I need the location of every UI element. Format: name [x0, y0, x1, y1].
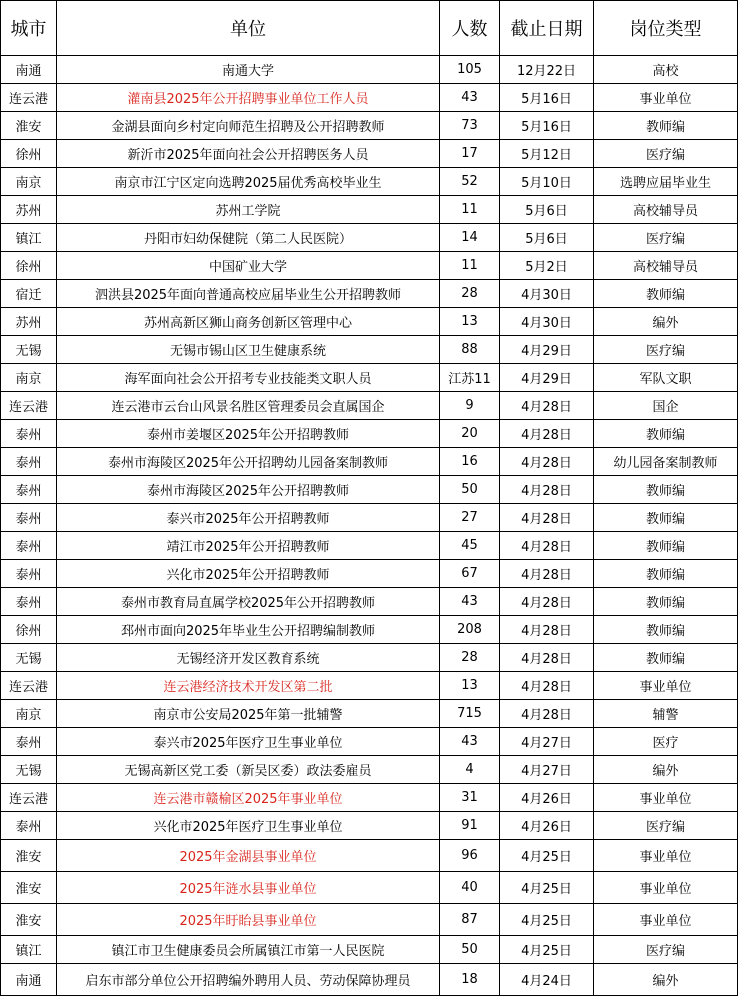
- cell-unit: 邳州市面向2025年毕业生公开招聘编制教师: [57, 616, 440, 644]
- cell-deadline: 4月25日: [500, 904, 594, 936]
- cell-type: 医疗编: [594, 336, 738, 364]
- cell-count: 13: [440, 308, 500, 336]
- table-row: [1, 420, 738, 448]
- header-deadline: 截止日期: [500, 1, 594, 56]
- cell-city: 南京: [1, 364, 57, 392]
- table-row: [1, 84, 738, 112]
- cell-deadline: 4月28日: [500, 392, 594, 420]
- cell-city: 镇江: [1, 224, 57, 252]
- cell-type: 教师编: [594, 476, 738, 504]
- cell-city: 淮安: [1, 872, 57, 904]
- cell-unit: 海军面向社会公开招考专业技能类文职人员: [57, 364, 440, 392]
- cell-unit: 丹阳市妇幼保健院（第二人民医院）: [57, 224, 440, 252]
- cell-city: 泰州: [1, 504, 57, 532]
- cell-deadline: 4月28日: [500, 504, 594, 532]
- table-row: [1, 756, 738, 784]
- cell-city: 徐州: [1, 140, 57, 168]
- cell-deadline: 4月30日: [500, 308, 594, 336]
- cell-unit: 兴化市2025年公开招聘教师: [57, 560, 440, 588]
- cell-type: 选聘应届毕业生: [594, 168, 738, 196]
- cell-unit: 泰州市姜堰区2025年公开招聘教师: [57, 420, 440, 448]
- cell-city: 徐州: [1, 252, 57, 280]
- cell-unit: 南京市江宁区定向选聘2025届优秀高校毕业生: [57, 168, 440, 196]
- cell-type: 教师编: [594, 532, 738, 560]
- cell-count: 43: [440, 84, 500, 112]
- cell-type: 教师编: [594, 504, 738, 532]
- table-row: [1, 616, 738, 644]
- cell-deadline: 12月22日: [500, 56, 594, 84]
- cell-unit: 无锡经济开发区教育系统: [57, 644, 440, 672]
- cell-unit: 新沂市2025年面向社会公开招聘医务人员: [57, 140, 440, 168]
- cell-deadline: 5月12日: [500, 140, 594, 168]
- cell-type: 编外: [594, 308, 738, 336]
- cell-unit: 连云港市赣榆区2025年事业单位: [57, 784, 440, 812]
- cell-count: 88: [440, 336, 500, 364]
- cell-unit: 金湖县面向乡村定向师范生招聘及公开招聘教师: [57, 112, 440, 140]
- cell-deadline: 4月28日: [500, 588, 594, 616]
- cell-city: 泰州: [1, 728, 57, 756]
- cell-deadline: 4月27日: [500, 756, 594, 784]
- cell-type: 高校: [594, 56, 738, 84]
- cell-type: 医疗编: [594, 140, 738, 168]
- cell-city: 泰州: [1, 812, 57, 840]
- cell-type: 事业单位: [594, 840, 738, 872]
- header-city: 城市: [1, 1, 57, 56]
- cell-deadline: 5月16日: [500, 84, 594, 112]
- header-count: 人数: [440, 1, 500, 56]
- header-type: 岗位类型: [594, 1, 738, 56]
- cell-unit: 镇江市卫生健康委员会所属镇江市第一人民医院: [57, 936, 440, 964]
- cell-deadline: 4月28日: [500, 700, 594, 728]
- cell-unit: 2025年涟水县事业单位: [57, 872, 440, 904]
- table-row: [1, 252, 738, 280]
- table-row: [1, 504, 738, 532]
- cell-count: 73: [440, 112, 500, 140]
- cell-unit: 泗洪县2025年面向普通高校应届毕业生公开招聘教师: [57, 280, 440, 308]
- table-row: [1, 588, 738, 616]
- cell-type: 事业单位: [594, 904, 738, 936]
- table-row: [1, 644, 738, 672]
- cell-deadline: 4月28日: [500, 616, 594, 644]
- cell-count: 52: [440, 168, 500, 196]
- cell-city: 淮安: [1, 840, 57, 872]
- cell-deadline: 4月28日: [500, 560, 594, 588]
- cell-unit: 泰州市教育局直属学校2025年公开招聘教师: [57, 588, 440, 616]
- cell-count: 4: [440, 756, 500, 784]
- cell-count: 11: [440, 252, 500, 280]
- cell-deadline: 4月24日: [500, 964, 594, 996]
- cell-deadline: 5月10日: [500, 168, 594, 196]
- table-row: [1, 872, 738, 904]
- cell-city: 泰州: [1, 420, 57, 448]
- cell-city: 无锡: [1, 336, 57, 364]
- cell-deadline: 4月28日: [500, 532, 594, 560]
- cell-type: 教师编: [594, 420, 738, 448]
- cell-type: 教师编: [594, 112, 738, 140]
- cell-count: 91: [440, 812, 500, 840]
- cell-unit: 2025年金湖县事业单位: [57, 840, 440, 872]
- cell-count: 11: [440, 196, 500, 224]
- cell-unit: 泰兴市2025年公开招聘教师: [57, 504, 440, 532]
- cell-type: 教师编: [594, 588, 738, 616]
- table-row: [1, 336, 738, 364]
- table-row: [1, 964, 738, 996]
- cell-unit: 兴化市2025年医疗卫生事业单位: [57, 812, 440, 840]
- cell-unit: 苏州高新区狮山商务创新区管理中心: [57, 308, 440, 336]
- cell-deadline: 4月28日: [500, 448, 594, 476]
- cell-deadline: 5月2日: [500, 252, 594, 280]
- cell-deadline: 5月16日: [500, 112, 594, 140]
- cell-unit: 泰兴市2025年医疗卫生事业单位: [57, 728, 440, 756]
- cell-count: 87: [440, 904, 500, 936]
- cell-city: 淮安: [1, 904, 57, 936]
- table-row: [1, 140, 738, 168]
- cell-count: 17: [440, 140, 500, 168]
- header-unit: 单位: [57, 1, 440, 56]
- cell-count: 14: [440, 224, 500, 252]
- cell-type: 事业单位: [594, 784, 738, 812]
- cell-deadline: 4月25日: [500, 840, 594, 872]
- cell-city: 无锡: [1, 644, 57, 672]
- cell-type: 辅警: [594, 700, 738, 728]
- cell-city: 泰州: [1, 448, 57, 476]
- cell-city: 徐州: [1, 616, 57, 644]
- cell-deadline: 4月25日: [500, 872, 594, 904]
- table-row: [1, 904, 738, 936]
- cell-city: 无锡: [1, 756, 57, 784]
- cell-unit: 连云港经济技术开发区第二批: [57, 672, 440, 700]
- cell-city: 连云港: [1, 392, 57, 420]
- cell-city: 连云港: [1, 84, 57, 112]
- cell-count: 20: [440, 420, 500, 448]
- cell-count: 18: [440, 964, 500, 996]
- cell-count: 31: [440, 784, 500, 812]
- cell-type: 医疗编: [594, 936, 738, 964]
- cell-unit: 中国矿业大学: [57, 252, 440, 280]
- cell-deadline: 4月28日: [500, 644, 594, 672]
- cell-type: 事业单位: [594, 84, 738, 112]
- cell-city: 连云港: [1, 672, 57, 700]
- cell-city: 泰州: [1, 560, 57, 588]
- cell-unit: 泰州市海陵区2025年公开招聘幼儿园备案制教师: [57, 448, 440, 476]
- cell-city: 南通: [1, 56, 57, 84]
- cell-deadline: 5月6日: [500, 224, 594, 252]
- cell-city: 苏州: [1, 308, 57, 336]
- table-row: [1, 112, 738, 140]
- cell-count: 27: [440, 504, 500, 532]
- table-row: [1, 700, 738, 728]
- cell-unit: 启东市部分单位公开招聘编外聘用人员、劳动保障协理员: [57, 964, 440, 996]
- table-row: [1, 476, 738, 504]
- cell-type: 幼儿园备案制教师: [594, 448, 738, 476]
- cell-type: 事业单位: [594, 872, 738, 904]
- cell-count: 13: [440, 672, 500, 700]
- cell-deadline: 4月28日: [500, 420, 594, 448]
- table-row: [1, 308, 738, 336]
- cell-type: 教师编: [594, 280, 738, 308]
- cell-unit: 连云港市云台山风景名胜区管理委员会直属国企: [57, 392, 440, 420]
- cell-city: 南通: [1, 964, 57, 996]
- cell-count: 28: [440, 280, 500, 308]
- table-row: [1, 936, 738, 964]
- cell-count: 96: [440, 840, 500, 872]
- cell-count: 715: [440, 700, 500, 728]
- cell-unit: 2025年盱眙县事业单位: [57, 904, 440, 936]
- cell-type: 教师编: [594, 560, 738, 588]
- cell-type: 高校辅导员: [594, 196, 738, 224]
- cell-city: 南京: [1, 700, 57, 728]
- cell-count: 43: [440, 728, 500, 756]
- cell-unit: 灌南县2025年公开招聘事业单位工作人员: [57, 84, 440, 112]
- cell-type: 高校辅导员: [594, 252, 738, 280]
- cell-city: 宿迁: [1, 280, 57, 308]
- cell-city: 南京: [1, 168, 57, 196]
- cell-city: 连云港: [1, 784, 57, 812]
- cell-count: 9: [440, 392, 500, 420]
- cell-count: 江苏11: [440, 364, 500, 392]
- cell-count: 50: [440, 476, 500, 504]
- cell-count: 43: [440, 588, 500, 616]
- cell-deadline: 4月28日: [500, 672, 594, 700]
- cell-type: 事业单位: [594, 672, 738, 700]
- cell-deadline: 4月28日: [500, 476, 594, 504]
- cell-deadline: 5月6日: [500, 196, 594, 224]
- cell-count: 40: [440, 872, 500, 904]
- table-row: [1, 448, 738, 476]
- cell-type: 军队文职: [594, 364, 738, 392]
- cell-unit: 泰州市海陵区2025年公开招聘教师: [57, 476, 440, 504]
- cell-count: 105: [440, 56, 500, 84]
- cell-count: 16: [440, 448, 500, 476]
- cell-city: 泰州: [1, 532, 57, 560]
- cell-deadline: 4月25日: [500, 936, 594, 964]
- cell-count: 45: [440, 532, 500, 560]
- cell-unit: 南京市公安局2025年第一批辅警: [57, 700, 440, 728]
- cell-type: 国企: [594, 392, 738, 420]
- cell-count: 208: [440, 616, 500, 644]
- cell-unit: 无锡市锡山区卫生健康系统: [57, 336, 440, 364]
- table-row: [1, 280, 738, 308]
- table-row: [1, 56, 738, 84]
- cell-count: 50: [440, 936, 500, 964]
- cell-count: 28: [440, 644, 500, 672]
- cell-type: 教师编: [594, 644, 738, 672]
- cell-type: 医疗编: [594, 224, 738, 252]
- cell-deadline: 4月29日: [500, 336, 594, 364]
- cell-deadline: 4月27日: [500, 728, 594, 756]
- cell-city: 淮安: [1, 112, 57, 140]
- table-row: [1, 392, 738, 420]
- table-row: [1, 784, 738, 812]
- cell-count: 67: [440, 560, 500, 588]
- cell-city: 泰州: [1, 476, 57, 504]
- header-row: [1, 1, 738, 56]
- cell-type: 医疗编: [594, 812, 738, 840]
- table-row: [1, 532, 738, 560]
- cell-city: 苏州: [1, 196, 57, 224]
- cell-type: 教师编: [594, 616, 738, 644]
- table-row: [1, 224, 738, 252]
- table-row: [1, 840, 738, 872]
- table-row: [1, 812, 738, 840]
- cell-type: 编外: [594, 964, 738, 996]
- cell-unit: 无锡高新区党工委（新吴区委）政法委雇员: [57, 756, 440, 784]
- cell-unit: 靖江市2025年公开招聘教师: [57, 532, 440, 560]
- cell-deadline: 4月30日: [500, 280, 594, 308]
- cell-type: 医疗: [594, 728, 738, 756]
- cell-city: 泰州: [1, 588, 57, 616]
- cell-unit: 南通大学: [57, 56, 440, 84]
- cell-deadline: 4月29日: [500, 364, 594, 392]
- table-row: [1, 364, 738, 392]
- table-row: [1, 672, 738, 700]
- cell-unit: 苏州工学院: [57, 196, 440, 224]
- table-row: [1, 168, 738, 196]
- cell-deadline: 4月26日: [500, 812, 594, 840]
- cell-deadline: 4月26日: [500, 784, 594, 812]
- table-row: [1, 560, 738, 588]
- cell-city: 镇江: [1, 936, 57, 964]
- table-row: [1, 728, 738, 756]
- table-row: [1, 196, 738, 224]
- cell-type: 编外: [594, 756, 738, 784]
